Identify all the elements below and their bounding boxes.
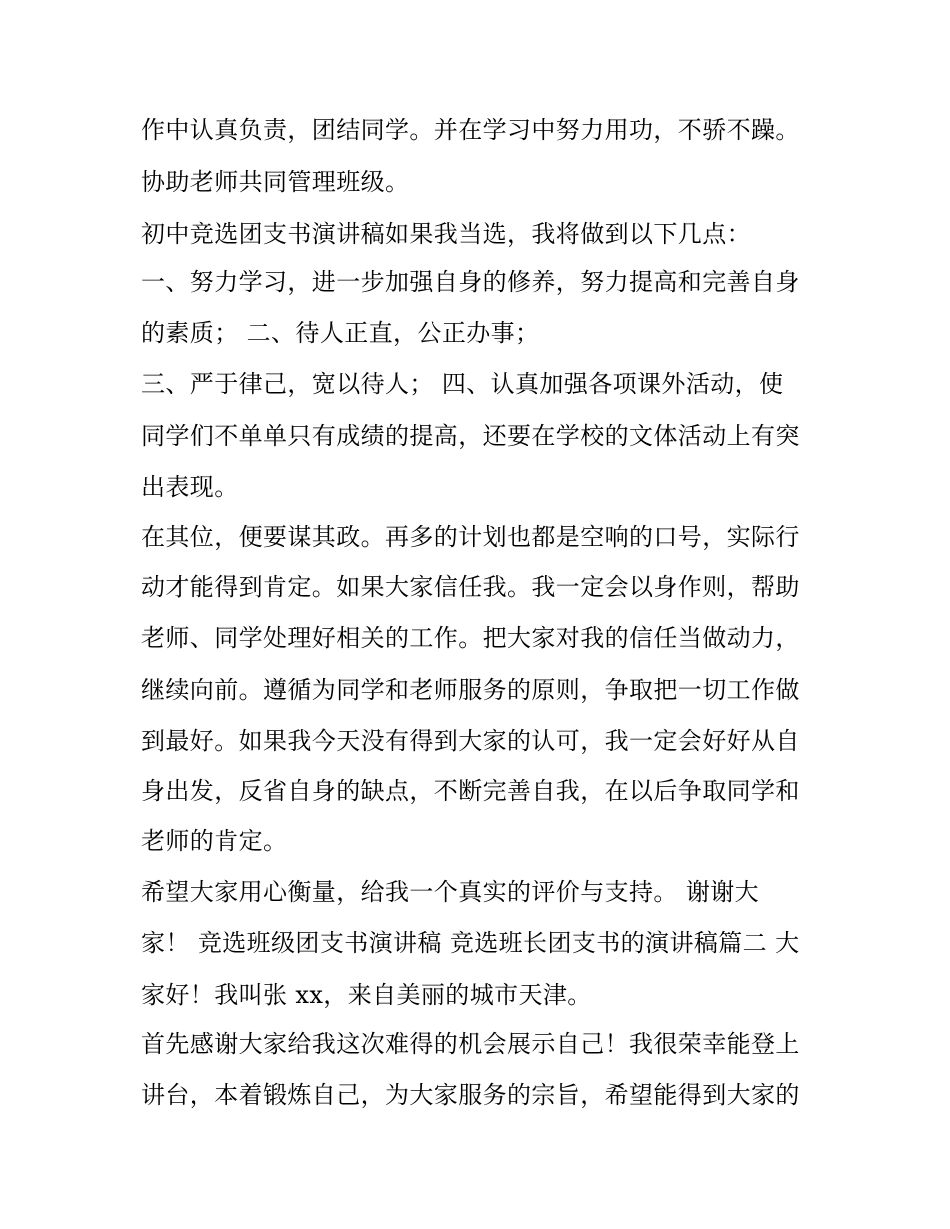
text-line: 动才能得到肯定。如果大家信任我。我一定会以身作则，帮助 xyxy=(141,573,800,601)
text-line: 初中竞选团支书演讲稿如果我当选，我将做到以下几点： xyxy=(141,220,751,248)
text-line: 希望大家用心衡量，给我一个真实的评价与支持。 谢谢大 xyxy=(141,878,760,906)
text-line: 继续向前。遵循为同学和老师服务的原则，争取把一切工作做 xyxy=(141,676,800,704)
text-line: 到最好。如果我今天没有得到大家的认可，我一定会好好从自 xyxy=(141,727,800,755)
text-line: 同学们不单单只有成绩的提高，还要在学校的文体活动上有突 xyxy=(141,422,800,450)
text-line: 老师、同学处理好相关的工作。把大家对我的信任当做动力， xyxy=(141,624,800,652)
text-line: 身出发，反省自身的缺点，不断完善自我，在以后争取同学和 xyxy=(141,777,800,805)
text-line: 出表现。 xyxy=(141,473,239,501)
text-line: 首先感谢大家给我这次难得的机会展示自己！我很荣幸能登上 xyxy=(141,1030,800,1058)
text-line: 协助老师共同管理班级。 xyxy=(141,168,410,196)
text-line: 在其位，便要谋其政。再多的计划也都是空响的口号，实际行 xyxy=(141,523,800,551)
text-line: 的素质； 二、待人正直，公正办事； xyxy=(141,319,540,347)
text-line: 一、努力学习，进一步加强自身的修养，努力提高和完善自身 xyxy=(141,268,800,296)
text-line: 作中认真负责，团结同学。并在学习中努力用功，不骄不躁。 xyxy=(141,116,800,144)
text-line: 老师的肯定。 xyxy=(141,827,288,855)
text-line: 讲台，本着锻炼自己，为大家服务的宗旨，希望能得到大家的 xyxy=(141,1081,800,1109)
text-line: 家好！我叫张 xx，来自美丽的城市天津。 xyxy=(141,981,592,1009)
text-line: 家！ 竞选班级团支书演讲稿 竞选班长团支书的演讲稿篇二 大 xyxy=(141,929,800,957)
text-line: 三、严于律己，宽以待人； 四、认真加强各项课外活动，使 xyxy=(141,370,784,398)
